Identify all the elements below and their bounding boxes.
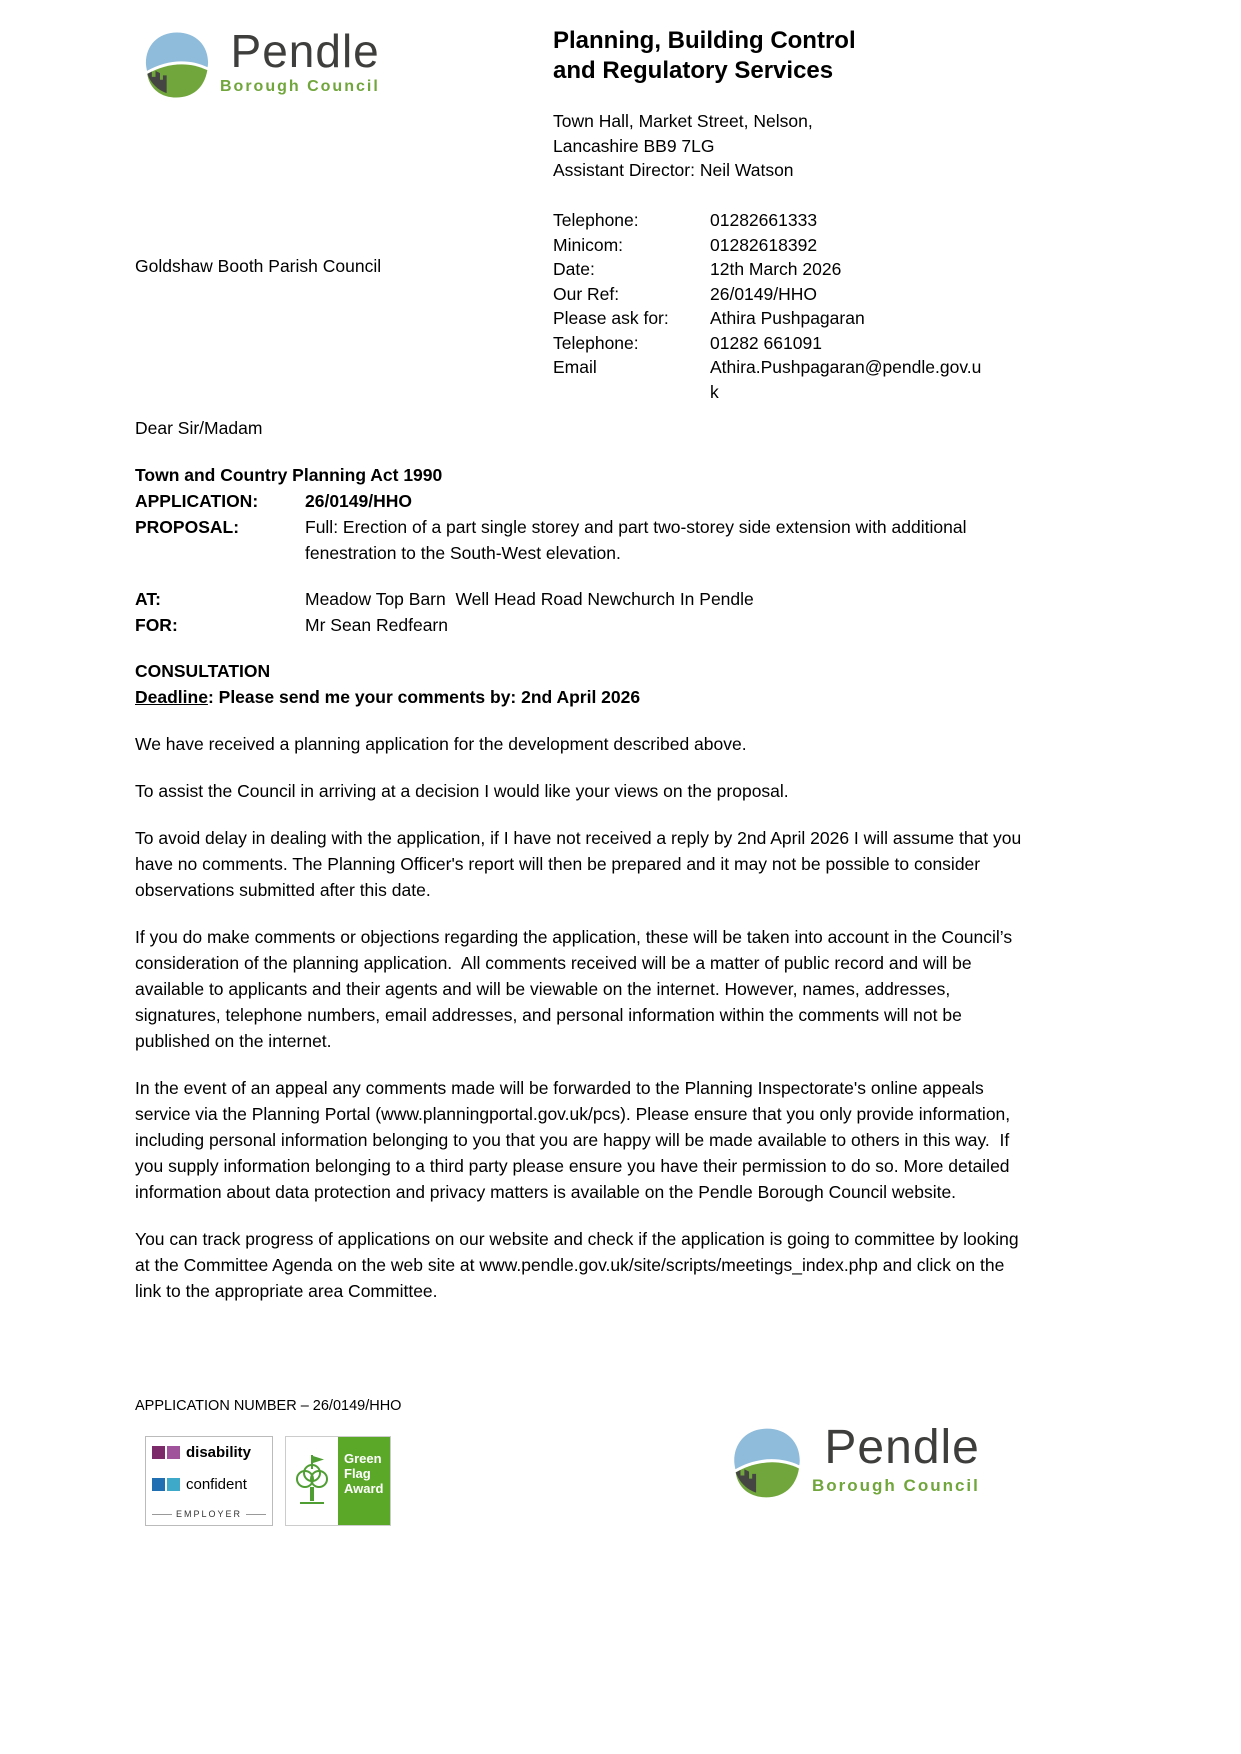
logo-name: Pendle bbox=[824, 1421, 980, 1474]
contact-label: Telephone: bbox=[553, 332, 639, 353]
application-row bbox=[135, 488, 1023, 514]
contact-row-telephone-direct bbox=[553, 331, 1023, 356]
application-value: 26/0149/HHO bbox=[305, 491, 413, 511]
for-row bbox=[135, 612, 1023, 638]
disability-confident-badge bbox=[145, 1436, 273, 1526]
contact-row-minicom bbox=[553, 233, 1023, 258]
green-flag-word-3: Award bbox=[344, 1481, 384, 1496]
department-title: Planning, Building Control and Regulatory Services bbox=[553, 27, 856, 84]
contact-label: Please ask for: bbox=[553, 308, 669, 328]
application-number-footer: APPLICATION NUMBER – 26/0149/HHO bbox=[135, 1398, 402, 1414]
paragraph-track-progress: You can track progress of applications on our website and check if the application is going to committee by looking at the Committee Agenda on the web site at www.pendle.gov.uk/site/scripts/meetings_index.php and click on the link to the appropriate area Committee. bbox=[135, 1229, 1024, 1301]
proposal-row bbox=[135, 514, 1023, 566]
address-line-2: Lancashire BB9 7LG bbox=[553, 135, 715, 156]
paragraph-appeal: In the event of an appeal any comments made will be forwarded to the Planning Inspectorate's online appeals service via the Planning Portal (www.planningportal.gov.uk/pcs). Please ensure that you only provide information, including personal information belonging to you that you are happy will be made available to others in this way. If you supply information belonging to a third party please ensure you have their permission to do so. More detailed information about data protection and privacy matters is available on the Pendle Borough Council website. bbox=[135, 1078, 1016, 1202]
proposal-label: PROPOSAL: bbox=[135, 517, 240, 537]
at-value: Meadow Top Barn Well Head Road Newchurch In Pendle bbox=[305, 589, 754, 609]
contact-label: Telephone: bbox=[553, 210, 639, 230]
deadline-text: : Please send me your comments by: 2nd April 2026 bbox=[207, 687, 641, 707]
sender-address bbox=[553, 109, 1023, 183]
logo-subtitle: Borough Council bbox=[220, 78, 380, 95]
at-row bbox=[135, 586, 1023, 612]
at-label: AT: bbox=[135, 589, 161, 609]
contact-row-ask-for bbox=[553, 306, 1023, 331]
contact-email-value: Athira.Pushpagaran@pendle.gov.uk bbox=[710, 357, 982, 402]
pendle-logo-bottom bbox=[728, 1421, 980, 1502]
green-flag-word-1: Green bbox=[344, 1451, 382, 1466]
paragraph-assist: To assist the Council in arriving at a decision I would like your views on the proposal. bbox=[135, 781, 789, 801]
letter-body bbox=[135, 415, 1027, 1304]
green-flag-word-2: Flag bbox=[344, 1466, 371, 1481]
green-flag-award-badge bbox=[285, 1436, 391, 1526]
deadline-label: Deadline bbox=[135, 687, 208, 707]
paragraph-received: We have received a planning application for the development described above. bbox=[135, 734, 747, 754]
header-right bbox=[553, 26, 1023, 183]
contact-row-date bbox=[553, 257, 1023, 282]
disability-badge-word-1: disability bbox=[186, 1444, 252, 1461]
contact-value: 01282661333 bbox=[710, 210, 818, 230]
contact-label: Date: bbox=[553, 259, 595, 279]
act-heading: Town and Country Planning Act 1990 bbox=[135, 465, 443, 485]
disability-badge-square-icon bbox=[167, 1446, 180, 1459]
disability-badge-word-2: confident bbox=[186, 1476, 247, 1493]
contact-label: Minicom: bbox=[553, 234, 624, 255]
pendle-logo-icon bbox=[728, 1424, 806, 1502]
contact-row-telephone bbox=[553, 208, 1023, 233]
contact-label: Our Ref: bbox=[553, 283, 620, 304]
salutation: Dear Sir/Madam bbox=[135, 418, 263, 438]
addressee: Goldshaw Booth Parish Council bbox=[135, 256, 382, 276]
pendle-logo-top bbox=[140, 25, 380, 102]
contact-value: 12th March 2026 bbox=[710, 259, 842, 279]
contact-row-our-ref bbox=[553, 282, 1023, 307]
logo-subtitle: Borough Council bbox=[812, 1476, 980, 1495]
contact-details bbox=[553, 208, 1023, 404]
paragraph-avoid-delay: To avoid delay in dealing with the application, if I have not received a reply by 2nd April 2026 I will assume that you have no comments. The Planning Officer's report will then be prepared and it may not be possible to consider observations submitted after this date. bbox=[135, 828, 1027, 900]
contact-value: 01282 661091 bbox=[710, 332, 822, 353]
for-value: Mr Sean Redfearn bbox=[305, 615, 448, 635]
contact-value: 01282618392 bbox=[710, 234, 818, 255]
address-line-3: Assistant Director: Neil Watson bbox=[553, 160, 794, 180]
paragraph-comments-public: If you do make comments or objections regarding the application, these will be taken into account in the Council’s consideration of the planning application. All comments received will be a matter of public record and will be available to applicants and their agents and will be viewable on the internet. However, names, addresses, signatures, telephone numbers, email addresses, and personal information within the comments will not be published on the internet. bbox=[135, 927, 1017, 1051]
disability-badge-square-icon bbox=[152, 1446, 165, 1459]
disability-badge-employer-label: EMPLOYER bbox=[152, 1509, 266, 1519]
contact-label: Email bbox=[553, 357, 597, 377]
proposal-value: Full: Erection of a part single storey and part two-storey side extension with additional fenestration to the South-West elevation. bbox=[305, 517, 972, 563]
green-flag-tree-icon bbox=[292, 1453, 332, 1509]
disability-badge-square-icon bbox=[167, 1478, 180, 1491]
consultation-heading: CONSULTATION bbox=[135, 661, 271, 681]
contact-row-email bbox=[553, 355, 1023, 404]
deadline-line bbox=[135, 684, 1023, 710]
pendle-logo-icon bbox=[140, 28, 214, 102]
contact-value: Athira Pushpagaran bbox=[710, 308, 865, 328]
disability-badge-square-icon bbox=[152, 1478, 165, 1491]
for-label: FOR: bbox=[135, 615, 178, 635]
logo-name: Pendle bbox=[230, 25, 380, 77]
address-line-1: Town Hall, Market Street, Nelson, bbox=[553, 111, 813, 131]
application-label: APPLICATION: bbox=[135, 491, 259, 511]
contact-value: 26/0149/HHO bbox=[710, 283, 818, 304]
